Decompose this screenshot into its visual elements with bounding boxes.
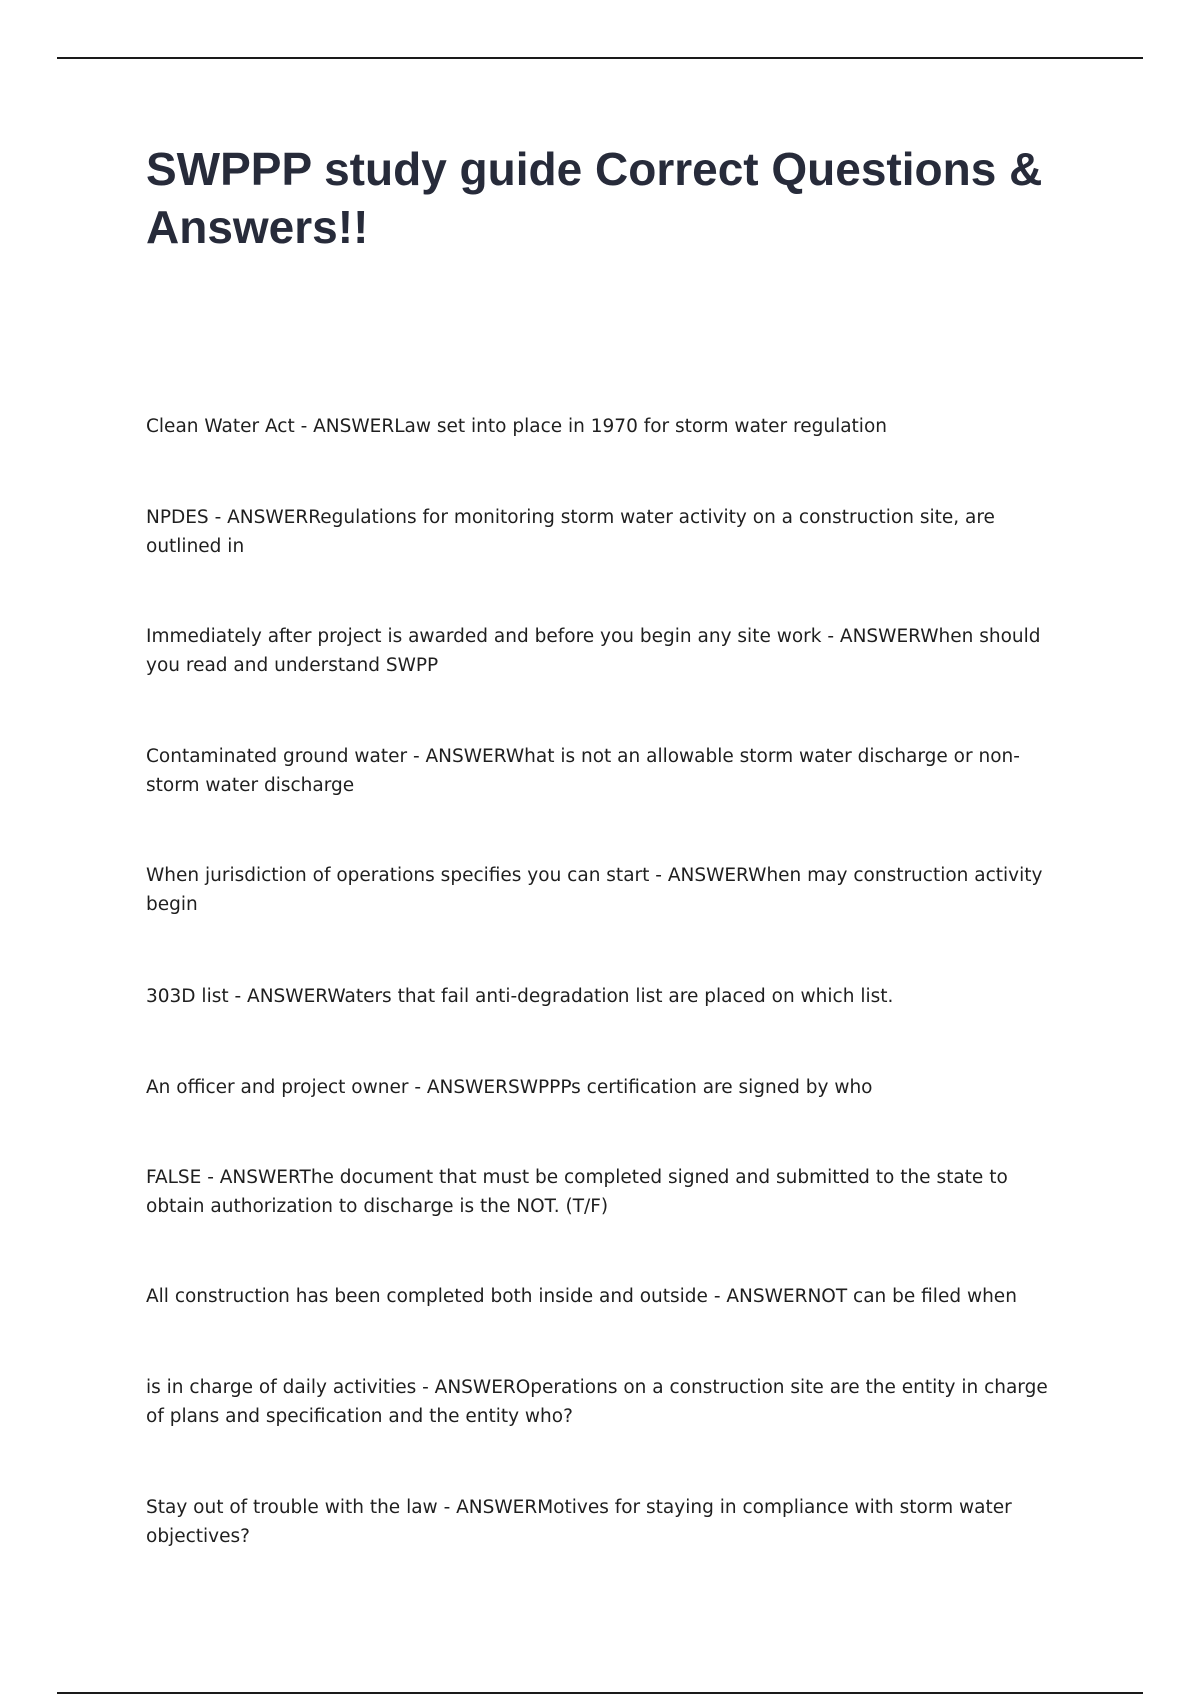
- qa-item: [146, 1494, 1061, 1551]
- qa-question: When may construction activity begin: [146, 865, 1043, 915]
- document-body: [146, 140, 1061, 1547]
- page-title: SWPPP study guide Correct Questions & Answers!!: [146, 143, 1043, 253]
- qa-item: [146, 1074, 1061, 1103]
- qa-separator: - ANSWER: [201, 1167, 300, 1188]
- qa-answer: An officer and project owner: [146, 1077, 409, 1098]
- qa-separator: - ANSWER: [707, 1286, 808, 1307]
- qa-answer: 303D list: [146, 986, 229, 1007]
- qa-separator: - ANSWER: [208, 507, 309, 528]
- qa-separator: - ANSWER: [437, 1497, 538, 1518]
- qa-item: [146, 1283, 1061, 1312]
- qa-answer: Clean Water Act: [146, 416, 295, 437]
- qa-question: NOT can be filed when: [807, 1286, 1017, 1307]
- top-rule: [57, 57, 1143, 59]
- qa-question: What is not an allowable storm water discharge or non-storm water discharge: [146, 746, 1020, 796]
- qa-answer: When jurisdiction of operations specifies you can start: [146, 865, 650, 886]
- qa-answer: Immediately after project is awarded and before you begin any site work: [146, 626, 822, 647]
- qa-question: Regulations for monitoring storm water activity on a construction site, are outlined in: [146, 507, 995, 557]
- qa-question: Waters that fail anti-degradation list are placed on which list.: [327, 986, 894, 1007]
- qa-separator: - ANSWER: [294, 416, 395, 437]
- qa-answer: All construction has been completed both inside and outside: [146, 1286, 708, 1307]
- qa-item: [146, 1164, 1061, 1221]
- qa-answer: FALSE: [146, 1167, 202, 1188]
- qa-item: [146, 504, 1061, 561]
- qa-separator: - ANSWER: [649, 865, 749, 886]
- qa-answer: Contaminated ground water: [146, 746, 408, 767]
- qa-answer: NPDES: [146, 507, 209, 528]
- qa-item: [146, 743, 1061, 800]
- qa-separator: - ANSWER: [821, 626, 921, 647]
- bottom-rule: [57, 1692, 1143, 1694]
- qa-question: Motives for staying in compliance with storm water objectives?: [146, 1497, 1012, 1547]
- qa-question: SWPPPs certification are signed by who: [507, 1077, 873, 1098]
- qa-item: [146, 983, 1061, 1012]
- qa-separator: - ANSWER: [228, 986, 328, 1007]
- qa-separator: - ANSWER: [407, 746, 506, 767]
- qa-item: [146, 862, 1061, 919]
- qa-question: Law set into place in 1970 for storm water regulation: [394, 416, 887, 437]
- qa-question: The document that must be completed signed and submitted to the state to obtain authorization to discharge is the NOT. (T/F): [146, 1167, 1008, 1217]
- qa-question: When should you read and understand SWPP: [146, 626, 1041, 676]
- qa-item: [146, 623, 1061, 680]
- qa-answer: Stay out of trouble with the law: [146, 1497, 438, 1518]
- qa-separator: - ANSWER: [416, 1377, 516, 1398]
- qa-item: [146, 1374, 1061, 1431]
- qa-question: Operations on a construction site are the entity in charge of plans and specification and the entity who?: [146, 1377, 1048, 1427]
- qa-item: [146, 413, 1061, 442]
- qa-answer: is in charge of daily activities: [146, 1377, 417, 1398]
- qa-separator: - ANSWER: [408, 1077, 508, 1098]
